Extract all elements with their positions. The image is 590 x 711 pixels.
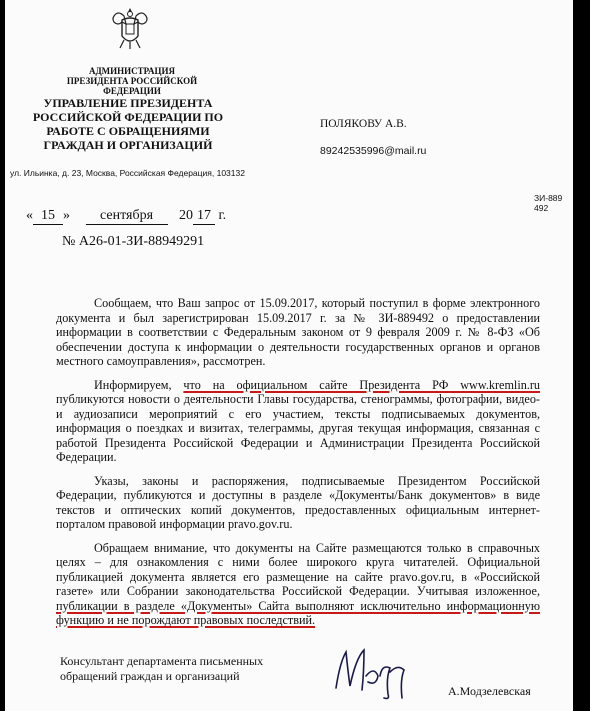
paragraph-2 [56,378,540,465]
sender-address: ул. Ильинка, д. 23, Москва, Российская Федерация, 103132 [10,168,245,178]
department-title: УПРАВЛЕНИЕ ПРЕЗИДЕНТА РОССИЙСКОЙ ФЕДЕРАЦИИ ПО РАБОТЕ С ОБРАЩЕНИЯМИ ГРАЖДАН И ОРГАНИЗАЦИЙ [32,96,224,152]
document-number: № А26-01-ЗИ-88949291 [62,234,205,249]
date-year-suffix: 17 [193,207,215,225]
paragraph-3: Указы, законы и распоряжения, подписываемые Президентом Российской Федерации, публикуются и доступны в разделе «Документы/Банк документов» в виде текстов и оптических копий документов, предоставленных официальным интернет-порталом правовой информации pravo.gov.ru. [56,473,540,531]
handwritten-signature [330,642,420,702]
paragraph-4-lead: Обращаем внимание, что документы на Сайте размещаются только в справочных целях – для ознакомления с ними более широкого круга читателей. Официальной публикацией документа является его размещение на сайте pravo.gov.ru, в «Российской газете» или Собрании законодательства Российской Федерации. Учитывая изложенное, [56,540,540,598]
signer-name: А.Модзелевская [448,684,531,698]
coat-of-arms-icon [108,4,152,50]
paragraph-2-rest: публикуются новости о деятельности Главы государства, стенограммы, фотографии, видео- и аудиозаписи мероприятий с его участием, тексты подписываемых документов, информация о поездках и визитах, телеграммы, другая текущая информация, связанная с работой Президента Российской Федерации и Администрации Президента Российской Федерации. [56,392,540,464]
paragraph-1: Сообщаем, что Ваш запрос от 15.09.2017, который поступил в форме электронного документа и был зарегистрирован 15.09.2017 г. за № ЗИ-889492 о предоставлении информации в соответствии с Федеральным законом от 9 февраля 2009 г. № 8-ФЗ «Об обеспечении доступа к информации о деятельности государственных органов и органов местного самоуправления», рассмотрен. [56,296,540,368]
date-day: 15 [33,207,63,225]
scan-border-left [0,0,5,711]
date-year-prefix: 20 [179,208,193,223]
scan-border-right [573,0,590,711]
registration-stamp: ЗИ-889492 [534,193,563,213]
highlight-legal-disclaimer: публикации в разделе «Документы» Сайта выполняют исключительно информационную функцию и не порождают правовых последствий. [56,598,540,627]
date-suffix: г. [218,208,227,223]
date-month: сентября [86,207,168,225]
recipient-name: ПОЛЯКОВУ А.В. [320,118,407,130]
letter-date: « 15 » сентября 20 17 г. [26,208,227,223]
administration-title: АДМИНИСТРАЦИЯ ПРЕЗИДЕНТА РОССИЙСКОЙ ФЕДЕРАЦИИ [66,66,198,96]
paragraph-2-lead: Информируем, [94,377,172,392]
paragraph-4 [56,541,540,628]
letter-body [56,296,540,637]
recipient-email: 89242535996@mail.ru [320,145,427,157]
highlight-kremlin-site: что на официальном сайте Президента РФ www.kremlin.ru [183,377,540,392]
signer-position: Консультант департамента письменных обращений граждан и организаций [60,654,264,683]
